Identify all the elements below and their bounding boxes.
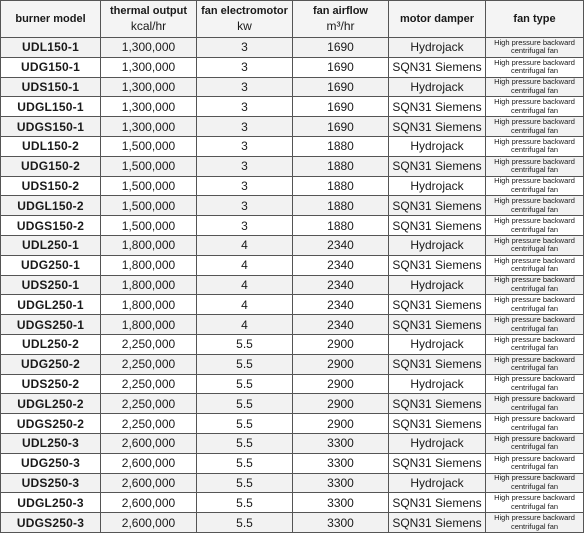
cell-fan-type: High pressure backward centrifugal fan <box>486 57 584 77</box>
header-motor-damper <box>389 1 486 38</box>
table-header <box>1 1 584 38</box>
table-row <box>1 196 584 216</box>
cell-thermal-output: 1,300,000 <box>101 97 197 117</box>
cell-thermal-output: 2,250,000 <box>101 414 197 434</box>
table-row <box>1 473 584 493</box>
header-fan-type <box>486 1 584 38</box>
cell-fan-airflow: 1880 <box>293 176 389 196</box>
cell-thermal-output: 2,250,000 <box>101 394 197 414</box>
cell-burner-model: UDL250-3 <box>1 433 101 453</box>
table-row <box>1 374 584 394</box>
cell-fan-type: High pressure backward centrifugal fan <box>486 255 584 275</box>
cell-fan-airflow: 2900 <box>293 334 389 354</box>
cell-fan-electromotor: 3 <box>197 196 293 216</box>
cell-thermal-output: 1,300,000 <box>101 57 197 77</box>
cell-fan-type: High pressure backward centrifugal fan <box>486 374 584 394</box>
cell-thermal-output: 2,600,000 <box>101 473 197 493</box>
cell-burner-model: UDG150-2 <box>1 156 101 176</box>
cell-burner-model: UDL150-2 <box>1 136 101 156</box>
cell-motor-damper: Hydrojack <box>389 473 486 493</box>
table-row <box>1 433 584 453</box>
cell-burner-model: UDS250-1 <box>1 275 101 295</box>
cell-fan-airflow: 2340 <box>293 315 389 335</box>
cell-thermal-output: 2,600,000 <box>101 453 197 473</box>
cell-thermal-output: 1,500,000 <box>101 216 197 236</box>
cell-fan-type: High pressure backward centrifugal fan <box>486 513 584 533</box>
cell-fan-electromotor: 3 <box>197 216 293 236</box>
header-unit: kw <box>237 19 252 33</box>
cell-fan-electromotor: 5.5 <box>197 453 293 473</box>
cell-burner-model: UDGS250-3 <box>1 513 101 533</box>
cell-thermal-output: 1,500,000 <box>101 156 197 176</box>
cell-burner-model: UDGS150-1 <box>1 117 101 137</box>
table-row <box>1 255 584 275</box>
cell-fan-airflow: 3300 <box>293 493 389 513</box>
cell-fan-type: High pressure backward centrifugal fan <box>486 295 584 315</box>
cell-motor-damper: SQN31 Siemens <box>389 354 486 374</box>
cell-motor-damper: SQN31 Siemens <box>389 513 486 533</box>
cell-fan-electromotor: 3 <box>197 176 293 196</box>
cell-fan-airflow: 2340 <box>293 295 389 315</box>
cell-burner-model: UDGL150-1 <box>1 97 101 117</box>
cell-fan-airflow: 2340 <box>293 255 389 275</box>
cell-fan-type: High pressure backward centrifugal fan <box>486 433 584 453</box>
table-row <box>1 38 584 58</box>
cell-fan-type: High pressure backward centrifugal fan <box>486 354 584 374</box>
cell-thermal-output: 2,600,000 <box>101 493 197 513</box>
cell-motor-damper: SQN31 Siemens <box>389 196 486 216</box>
table-row <box>1 57 584 77</box>
cell-burner-model: UDGL250-2 <box>1 394 101 414</box>
table-row <box>1 315 584 335</box>
cell-fan-type: High pressure backward centrifugal fan <box>486 315 584 335</box>
cell-fan-airflow: 2340 <box>293 235 389 255</box>
cell-fan-type: High pressure backward centrifugal fan <box>486 453 584 473</box>
cell-fan-airflow: 1880 <box>293 136 389 156</box>
cell-motor-damper: SQN31 Siemens <box>389 295 486 315</box>
header-label: fan airflow <box>312 5 368 17</box>
cell-fan-type: High pressure backward centrifugal fan <box>486 216 584 236</box>
table-row <box>1 156 584 176</box>
cell-fan-electromotor: 4 <box>197 235 293 255</box>
table-row <box>1 394 584 414</box>
cell-fan-type: High pressure backward centrifugal fan <box>486 38 584 58</box>
cell-fan-electromotor: 5.5 <box>197 354 293 374</box>
cell-thermal-output: 1,800,000 <box>101 295 197 315</box>
cell-fan-electromotor: 4 <box>197 295 293 315</box>
cell-fan-airflow: 2900 <box>293 354 389 374</box>
cell-fan-type: High pressure backward centrifugal fan <box>486 156 584 176</box>
header-row <box>1 1 584 38</box>
header-unit: kcal/hr <box>130 19 167 33</box>
cell-fan-airflow: 1690 <box>293 77 389 97</box>
header-thermal-output <box>101 1 197 38</box>
cell-fan-type: High pressure backward centrifugal fan <box>486 473 584 493</box>
header-label: fan type <box>513 12 556 25</box>
cell-burner-model: UDS150-1 <box>1 77 101 97</box>
cell-motor-damper: SQN31 Siemens <box>389 216 486 236</box>
cell-thermal-output: 1,800,000 <box>101 275 197 295</box>
cell-motor-damper: Hydrojack <box>389 235 486 255</box>
cell-motor-damper: Hydrojack <box>389 136 486 156</box>
table-row <box>1 493 584 513</box>
header-fan-electromotor <box>197 1 293 38</box>
cell-fan-electromotor: 4 <box>197 255 293 275</box>
header-label: burner model <box>15 12 86 25</box>
header-label: thermal output <box>110 5 187 17</box>
cell-fan-airflow: 2900 <box>293 394 389 414</box>
table-body <box>1 38 584 533</box>
cell-motor-damper: SQN31 Siemens <box>389 315 486 335</box>
cell-fan-airflow: 1880 <box>293 216 389 236</box>
table-row <box>1 216 584 236</box>
table-row <box>1 295 584 315</box>
cell-motor-damper: SQN31 Siemens <box>389 394 486 414</box>
cell-fan-type: High pressure backward centrifugal fan <box>486 196 584 216</box>
cell-fan-electromotor: 3 <box>197 57 293 77</box>
cell-fan-type: High pressure backward centrifugal fan <box>486 275 584 295</box>
cell-fan-electromotor: 4 <box>197 315 293 335</box>
cell-burner-model: UDL250-1 <box>1 235 101 255</box>
cell-fan-type: High pressure backward centrifugal fan <box>486 176 584 196</box>
cell-thermal-output: 2,250,000 <box>101 374 197 394</box>
cell-thermal-output: 1,800,000 <box>101 255 197 275</box>
cell-fan-airflow: 1690 <box>293 57 389 77</box>
cell-motor-damper: SQN31 Siemens <box>389 255 486 275</box>
table-row <box>1 334 584 354</box>
cell-fan-electromotor: 3 <box>197 38 293 58</box>
cell-motor-damper: SQN31 Siemens <box>389 493 486 513</box>
cell-motor-damper: Hydrojack <box>389 334 486 354</box>
cell-thermal-output: 1,300,000 <box>101 77 197 97</box>
cell-fan-airflow: 3300 <box>293 473 389 493</box>
cell-burner-model: UDS150-2 <box>1 176 101 196</box>
cell-burner-model: UDGS150-2 <box>1 216 101 236</box>
table-row <box>1 275 584 295</box>
cell-fan-electromotor: 3 <box>197 156 293 176</box>
cell-burner-model: UDL150-1 <box>1 38 101 58</box>
cell-fan-electromotor: 5.5 <box>197 334 293 354</box>
cell-burner-model: UDG250-2 <box>1 354 101 374</box>
cell-burner-model: UDGS250-1 <box>1 315 101 335</box>
cell-motor-damper: SQN31 Siemens <box>389 156 486 176</box>
cell-thermal-output: 1,500,000 <box>101 136 197 156</box>
table-row <box>1 77 584 97</box>
cell-thermal-output: 1,300,000 <box>101 38 197 58</box>
cell-fan-type: High pressure backward centrifugal fan <box>486 136 584 156</box>
cell-fan-type: High pressure backward centrifugal fan <box>486 97 584 117</box>
cell-motor-damper: SQN31 Siemens <box>389 414 486 434</box>
header-label: fan electromotor <box>201 5 288 17</box>
cell-burner-model: UDS250-2 <box>1 374 101 394</box>
header-fan-airflow <box>293 1 389 38</box>
cell-burner-model: UDGS250-2 <box>1 414 101 434</box>
table-row <box>1 136 584 156</box>
table-row <box>1 453 584 473</box>
cell-fan-type: High pressure backward centrifugal fan <box>486 493 584 513</box>
cell-fan-airflow: 1690 <box>293 38 389 58</box>
cell-fan-electromotor: 3 <box>197 77 293 97</box>
cell-fan-electromotor: 5.5 <box>197 433 293 453</box>
header-burner-model <box>1 1 101 38</box>
cell-fan-airflow: 1880 <box>293 196 389 216</box>
table-row <box>1 414 584 434</box>
cell-burner-model: UDGL150-2 <box>1 196 101 216</box>
cell-motor-damper: SQN31 Siemens <box>389 453 486 473</box>
cell-fan-type: High pressure backward centrifugal fan <box>486 235 584 255</box>
cell-motor-damper: Hydrojack <box>389 38 486 58</box>
cell-burner-model: UDS250-3 <box>1 473 101 493</box>
header-unit: m³/hr <box>326 19 355 33</box>
cell-thermal-output: 2,600,000 <box>101 433 197 453</box>
cell-fan-type: High pressure backward centrifugal fan <box>486 117 584 137</box>
cell-motor-damper: Hydrojack <box>389 433 486 453</box>
cell-thermal-output: 1,800,000 <box>101 315 197 335</box>
cell-burner-model: UDG250-3 <box>1 453 101 473</box>
cell-motor-damper: SQN31 Siemens <box>389 97 486 117</box>
cell-motor-damper: SQN31 Siemens <box>389 57 486 77</box>
cell-thermal-output: 1,500,000 <box>101 196 197 216</box>
cell-fan-electromotor: 5.5 <box>197 513 293 533</box>
cell-fan-type: High pressure backward centrifugal fan <box>486 414 584 434</box>
cell-fan-electromotor: 5.5 <box>197 473 293 493</box>
cell-motor-damper: SQN31 Siemens <box>389 117 486 137</box>
cell-thermal-output: 2,250,000 <box>101 334 197 354</box>
cell-fan-type: High pressure backward centrifugal fan <box>486 77 584 97</box>
cell-fan-airflow: 2900 <box>293 414 389 434</box>
cell-thermal-output: 1,800,000 <box>101 235 197 255</box>
cell-fan-airflow: 3300 <box>293 453 389 473</box>
cell-burner-model: UDL250-2 <box>1 334 101 354</box>
cell-fan-electromotor: 4 <box>197 275 293 295</box>
cell-thermal-output: 1,500,000 <box>101 176 197 196</box>
cell-fan-airflow: 3300 <box>293 433 389 453</box>
cell-burner-model: UDG250-1 <box>1 255 101 275</box>
cell-thermal-output: 2,600,000 <box>101 513 197 533</box>
cell-motor-damper: Hydrojack <box>389 275 486 295</box>
cell-fan-airflow: 2900 <box>293 374 389 394</box>
cell-fan-electromotor: 3 <box>197 97 293 117</box>
cell-fan-airflow: 3300 <box>293 513 389 533</box>
cell-thermal-output: 2,250,000 <box>101 354 197 374</box>
cell-motor-damper: Hydrojack <box>389 77 486 97</box>
table-row <box>1 513 584 533</box>
cell-thermal-output: 1,300,000 <box>101 117 197 137</box>
cell-burner-model: UDGL250-3 <box>1 493 101 513</box>
cell-burner-model: UDGL250-1 <box>1 295 101 315</box>
cell-fan-electromotor: 5.5 <box>197 414 293 434</box>
cell-motor-damper: Hydrojack <box>389 176 486 196</box>
table-row <box>1 354 584 374</box>
table-row <box>1 117 584 137</box>
cell-burner-model: UDG150-1 <box>1 57 101 77</box>
cell-fan-electromotor: 5.5 <box>197 374 293 394</box>
table-row <box>1 176 584 196</box>
cell-fan-airflow: 1690 <box>293 117 389 137</box>
cell-fan-airflow: 2340 <box>293 275 389 295</box>
table-row <box>1 235 584 255</box>
header-label: motor damper <box>400 12 474 25</box>
cell-fan-electromotor: 5.5 <box>197 394 293 414</box>
cell-fan-airflow: 1880 <box>293 156 389 176</box>
cell-fan-type: High pressure backward centrifugal fan <box>486 334 584 354</box>
cell-motor-damper: Hydrojack <box>389 374 486 394</box>
cell-fan-airflow: 1690 <box>293 97 389 117</box>
cell-fan-type: High pressure backward centrifugal fan <box>486 394 584 414</box>
cell-fan-electromotor: 3 <box>197 136 293 156</box>
cell-fan-electromotor: 5.5 <box>197 493 293 513</box>
cell-fan-electromotor: 3 <box>197 117 293 137</box>
table-row <box>1 97 584 117</box>
